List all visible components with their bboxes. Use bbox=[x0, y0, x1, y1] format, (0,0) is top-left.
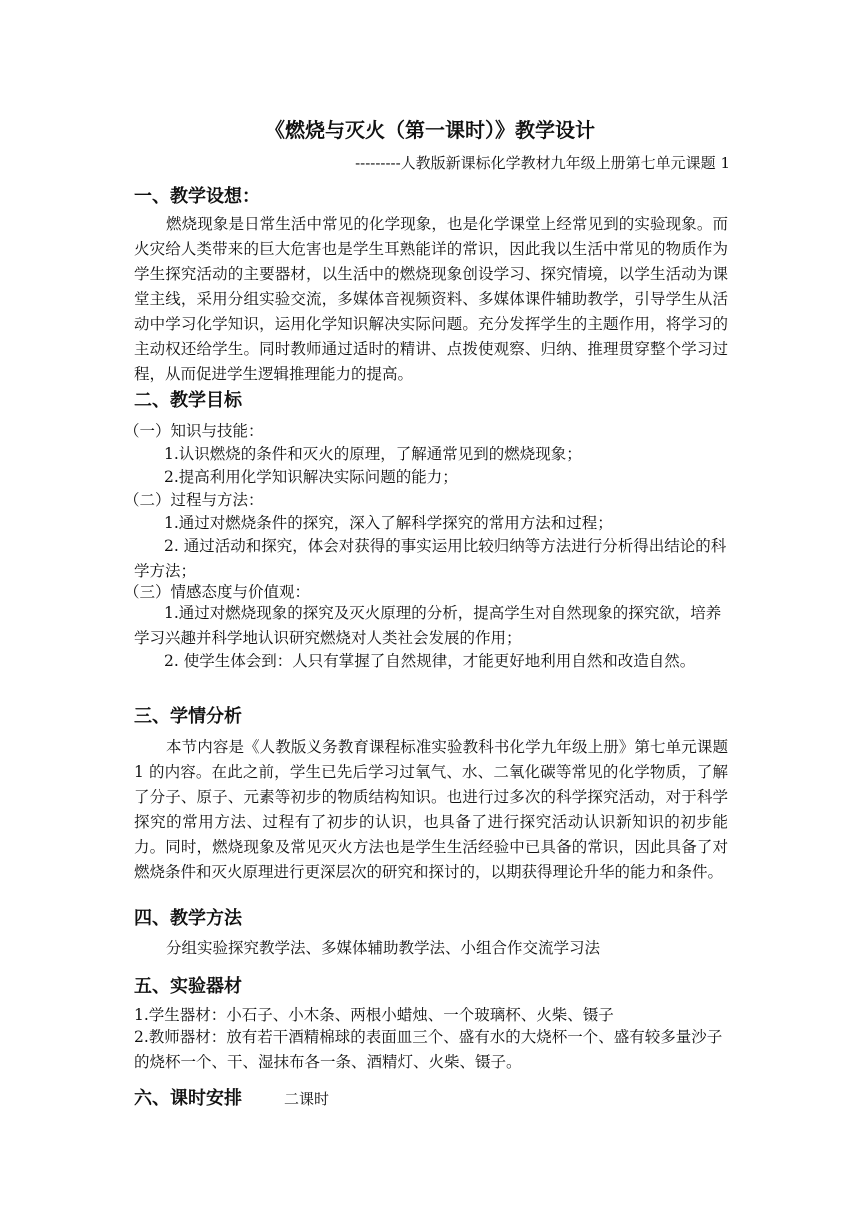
section-heading-6: 六、课时安排 bbox=[134, 1088, 242, 1109]
goal-item: 1.通过对燃烧条件的探究，深入了解科学探究的常用方法和过程； bbox=[164, 514, 613, 532]
goal-item: 2.提高利用化学知识解决实际问题的能力； bbox=[164, 468, 458, 486]
section-paragraph-3: 本节内容是《人教版义务教育课程标准实验教科书化学九年级上册》第七单元课题 1 的内容。在此之前，学生已先后学习过氧气、水、二氧化碳等常见的化学物质，了解了分子、原子、元素等初步的物质结构知识。也进行过多次的科学探究活动，对于科学探究的常用方法、过程有了初步的认识，也具备了进行探究活动认识新知识的初步能力。同时，燃烧现象及常见灭火方法也是学生生活经验中已具备的常识，因此具备了对燃烧条件和灭火原理进行更深层次的研究和探讨的，以期获得理论升华的能力和条件。 bbox=[134, 738, 728, 881]
goal-group-label-2: （二）过程与方法： bbox=[124, 491, 264, 509]
lesson-count: 二课时 bbox=[284, 1090, 330, 1108]
section-heading-5: 五、实验器材 bbox=[134, 976, 242, 997]
document-subtitle: ---------人教版新课标化学教材九年级上册第七单元课题 1 bbox=[355, 154, 730, 172]
section-heading-1: 一、教学设想： bbox=[134, 186, 260, 207]
equipment-item: 2.教师器材：放有若干酒精棉球的表面皿三个、盛有水的大烧杯一个、盛有较多量沙子的烧杯一个、干、湿抹布各一条、酒精灯、火柴、镊子。 bbox=[134, 1028, 723, 1071]
goal-group-label-1: （一）知识与技能： bbox=[124, 422, 264, 440]
goal-group-label-3: （三）情感态度与价值观： bbox=[124, 583, 311, 601]
goal-item: 2. 使学生体会到：人只有掌握了自然规律，才能更好地利用自然和改造自然。 bbox=[164, 652, 696, 670]
goal-item: 1.通过对燃烧现象的探究及灭火原理的分析，提高学生对自然现象的探究欲，培养学习兴趣并科学地认识研究燃烧对人类社会发展的作用； bbox=[134, 604, 722, 647]
goal-item: 2. 通过活动和探究，体会对获得的事实运用比较归纳等方法进行分析得出结论的科学方法； bbox=[134, 537, 727, 580]
equipment-item: 1.学生器材：小石子、小木条、两根小蜡烛、一个玻璃杯、火柴、镊子 bbox=[134, 1006, 614, 1024]
section-heading-2: 二、教学目标 bbox=[134, 390, 242, 411]
goal-item: 1.认识燃烧的条件和灭火的原理，了解通常见到的燃烧现象； bbox=[164, 445, 582, 463]
section-paragraph-1: 燃烧现象是日常生活中常见的化学现象，也是化学课堂上经常见到的实验现象。而火灾给人类带来的巨大危害也是学生耳熟能详的常识，因此我以生活中常见的物质作为学生探究活动的主要器材，以生活中的燃烧现象创设学习、探究情境，以学生活动为课堂主线，采用分组实验交流，多媒体音视频资料、多媒体课件辅助教学，引导学生从活动中学习化学知识，运用化学知识解决实际问题。充分发挥学生的主题作用，将学习的主动权还给学生。同时教师通过适时的精讲、点拨使观察、归纳、推理贯穿整个学习过程，从而促进学生逻辑推理能力的提高。 bbox=[134, 215, 728, 383]
section-heading-3: 三、学情分析 bbox=[134, 706, 242, 727]
section-heading-4: 四、教学方法 bbox=[134, 908, 242, 929]
document-title: 《燃烧与灭火（第一课时）》教学设计 bbox=[265, 118, 595, 142]
section-paragraph-4: 分组实验探究教学法、多媒体辅助教学法、小组合作交流学习法 bbox=[166, 939, 601, 957]
